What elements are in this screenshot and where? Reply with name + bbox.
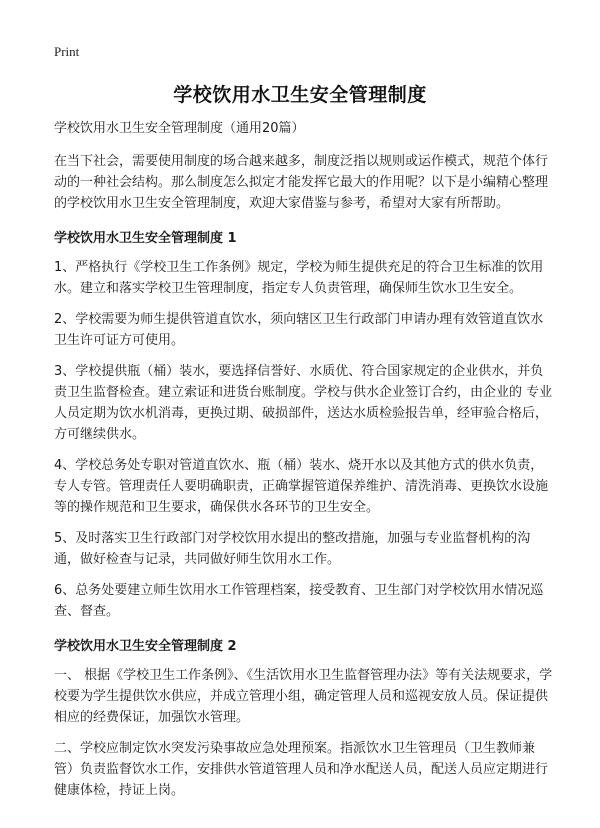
article-subtitle: 学校饮用水卫生安全管理制度（通用20篇） <box>54 121 305 136</box>
section-paragraph: 2、学校需要为师生提供管道直饮水，须向辖区卫生行政部门申请办理有效管道直饮水卫生许可证方可使用。 <box>54 312 544 348</box>
section-paragraph: 一、 根据《学校卫生工作条例》、《生活饮用水卫生监督管理办法》等有关法规要求，学校要为学生提供饮水供应，并成立管理小组，确定管理人员和巡视安放人员。保证提供相应的经费保证，加强饮水管理。 <box>54 668 553 725</box>
section-paragraph: 二、学校应制定饮水突发污染事故应急处理预案。指派饮水卫生管理员（卫生教师兼管）负责监督饮水工作，安排供水管道管理人员和净水配送人员，配送人员应定期进行健康体检，持证上岗。 <box>54 741 549 798</box>
article-body <box>54 118 554 811</box>
print-link[interactable]: Print <box>54 44 80 59</box>
section-paragraph: 3、学校提供瓶（桶）装水，要选择信誉好、水质优、符合国家规定的企业供水，并负责卫生监督检查。建立索证和进货台账制度。学校与供水企业签订合约，由企业的 专业人员定期为饮水机消毒，更换过期、破损部件，送达水质检验报告单，经审验合格后，方可继续供水。 <box>54 364 553 442</box>
page-title: 学校饮用水卫生安全管理制度 <box>173 84 427 106</box>
section-paragraph: 6、总务处要建立师生饮用水工作管理档案，接受教育、卫生部门对学校饮用水情况巡查、督查。 <box>54 583 544 619</box>
intro-paragraph: 在当下社会，需要使用制度的场合越来越多，制度泛指以规则或运作模式，规范个体行动的一种社会结构。那么制度怎么拟定才能发挥它最大的作用呢？以下是小编精心整理的学校饮用水卫生安全管理制度，欢迎大家借鉴与参考，希望对大家有所帮助。 <box>54 154 549 211</box>
section-heading: 学校饮用水卫生安全管理制度 1 <box>54 231 237 246</box>
section-heading: 学校饮用水卫生安全管理制度 2 <box>54 639 237 654</box>
section-paragraph: 5、及时落实卫生行政部门对学校饮用水提出的整改措施，加强与专业监督机构的沟通，做好检查与记录，共同做好师生饮用水工作。 <box>54 531 531 567</box>
section-paragraph: 4、学校总务处专职对管道直饮水、瓶（桶）装水、烧开水以及其他方式的供水负责，专人专管。管理责任人要明确职责，正确掌握管道保养维护、清洗消毒、更换饮水设施等的操作规范和卫生要求，确保供水各环节的卫生安全。 <box>54 458 549 515</box>
section-paragraph: 1、严格执行《学校卫生工作条例》规定，学校为师生提供充足的符合卫生标准的饮用水。建立和落实学校卫生管理制度，指定专人负责管理，确保师生饮水卫生安全。 <box>54 260 544 296</box>
